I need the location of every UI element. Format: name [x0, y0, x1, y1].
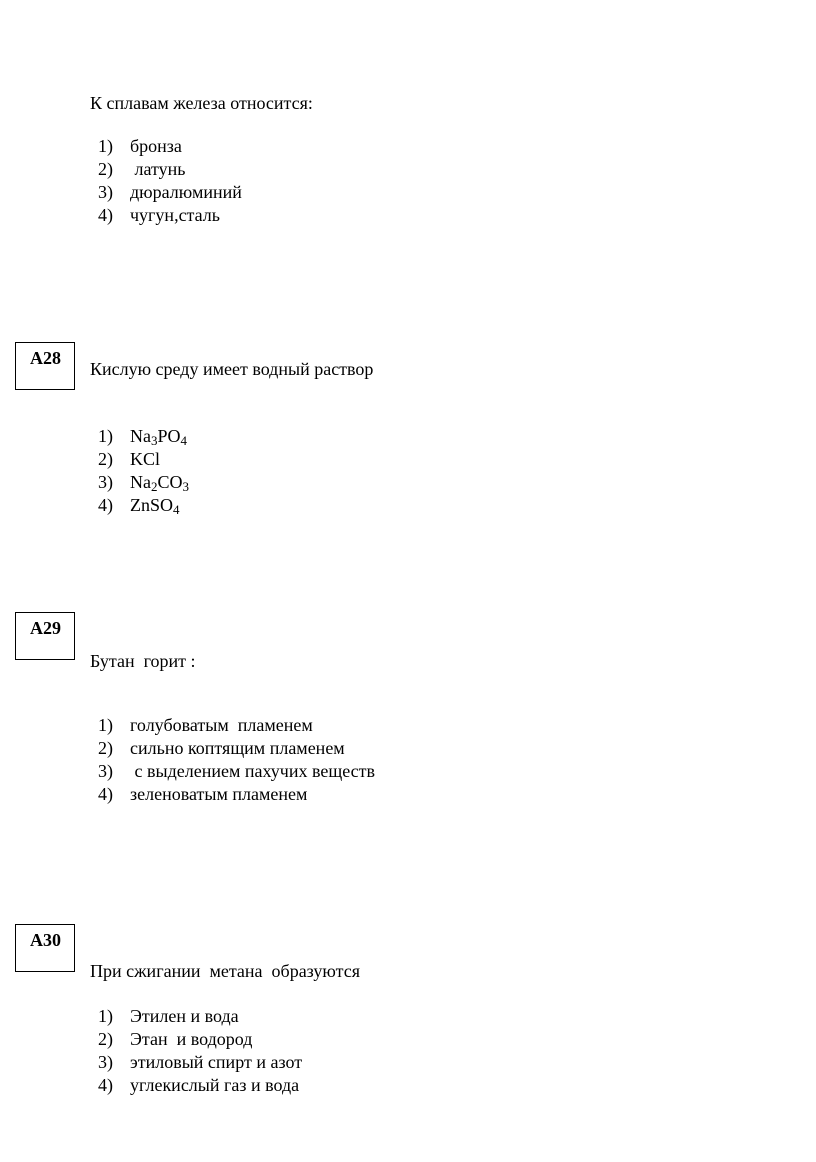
question-number-box	[15, 924, 75, 972]
question-number: А29	[30, 618, 61, 638]
option-formula	[130, 494, 180, 516]
option-text: голубоватым пламенем	[130, 715, 313, 735]
option-text: бронза	[130, 136, 182, 156]
formula-part: PO	[157, 426, 181, 446]
option-text: Этилен и вода	[130, 1006, 239, 1026]
formula-subscript: 2	[151, 479, 158, 494]
question-text: К сплавам железа относится:	[90, 93, 313, 113]
option-number: 2)	[98, 449, 113, 469]
option-number: 4)	[98, 1075, 113, 1095]
option-number: 1)	[98, 715, 113, 735]
question-text: Бутан горит :	[90, 651, 196, 671]
option-number: 1)	[98, 136, 113, 156]
question-number: А30	[30, 930, 61, 950]
option-text: Этан и водород	[130, 1029, 253, 1049]
option-number: 1)	[98, 1006, 113, 1026]
formula-part: Na	[130, 472, 151, 492]
option-number: 3)	[98, 472, 113, 492]
option-number: 4)	[98, 205, 113, 225]
option-number: 4)	[98, 495, 113, 515]
question-number: А28	[30, 348, 61, 368]
option-text: латунь	[130, 159, 186, 179]
option-text: этиловый спирт и азот	[130, 1052, 303, 1072]
formula-subscript: 4	[180, 433, 188, 448]
option-formula	[130, 471, 189, 493]
option-number: 4)	[98, 784, 113, 804]
formula-part: CO	[157, 472, 183, 492]
option-text: углекислый газ и вода	[130, 1075, 300, 1095]
option-text: чугун,сталь	[130, 205, 220, 225]
option-formula	[130, 425, 187, 447]
option-number: 2)	[98, 159, 113, 179]
question-text: При сжигании метана образуются	[90, 961, 360, 981]
formula-subscript: 3	[151, 433, 158, 448]
option-number: 1)	[98, 426, 113, 446]
formula-subscript: 3	[182, 479, 190, 494]
question-number-box	[15, 342, 75, 390]
option-text: с выделением пахучих веществ	[130, 761, 376, 781]
formula-subscript: 4	[173, 502, 180, 517]
option-number: 2)	[98, 738, 113, 758]
option-number: 2)	[98, 1029, 113, 1049]
formula-part: ZnSO	[130, 495, 174, 515]
option-number: 3)	[98, 1052, 113, 1072]
option-text: KCl	[130, 449, 161, 469]
option-number: 3)	[98, 761, 113, 781]
option-text: зеленоватым пламенем	[130, 784, 308, 804]
formula-part: Na	[130, 426, 151, 446]
question-number-box	[15, 612, 75, 660]
option-number: 3)	[98, 182, 113, 202]
question-text: Кислую среду имеет водный раствор	[90, 359, 374, 379]
option-text: дюралюминий	[130, 182, 242, 202]
option-text: сильно коптящим пламенем	[130, 738, 345, 758]
